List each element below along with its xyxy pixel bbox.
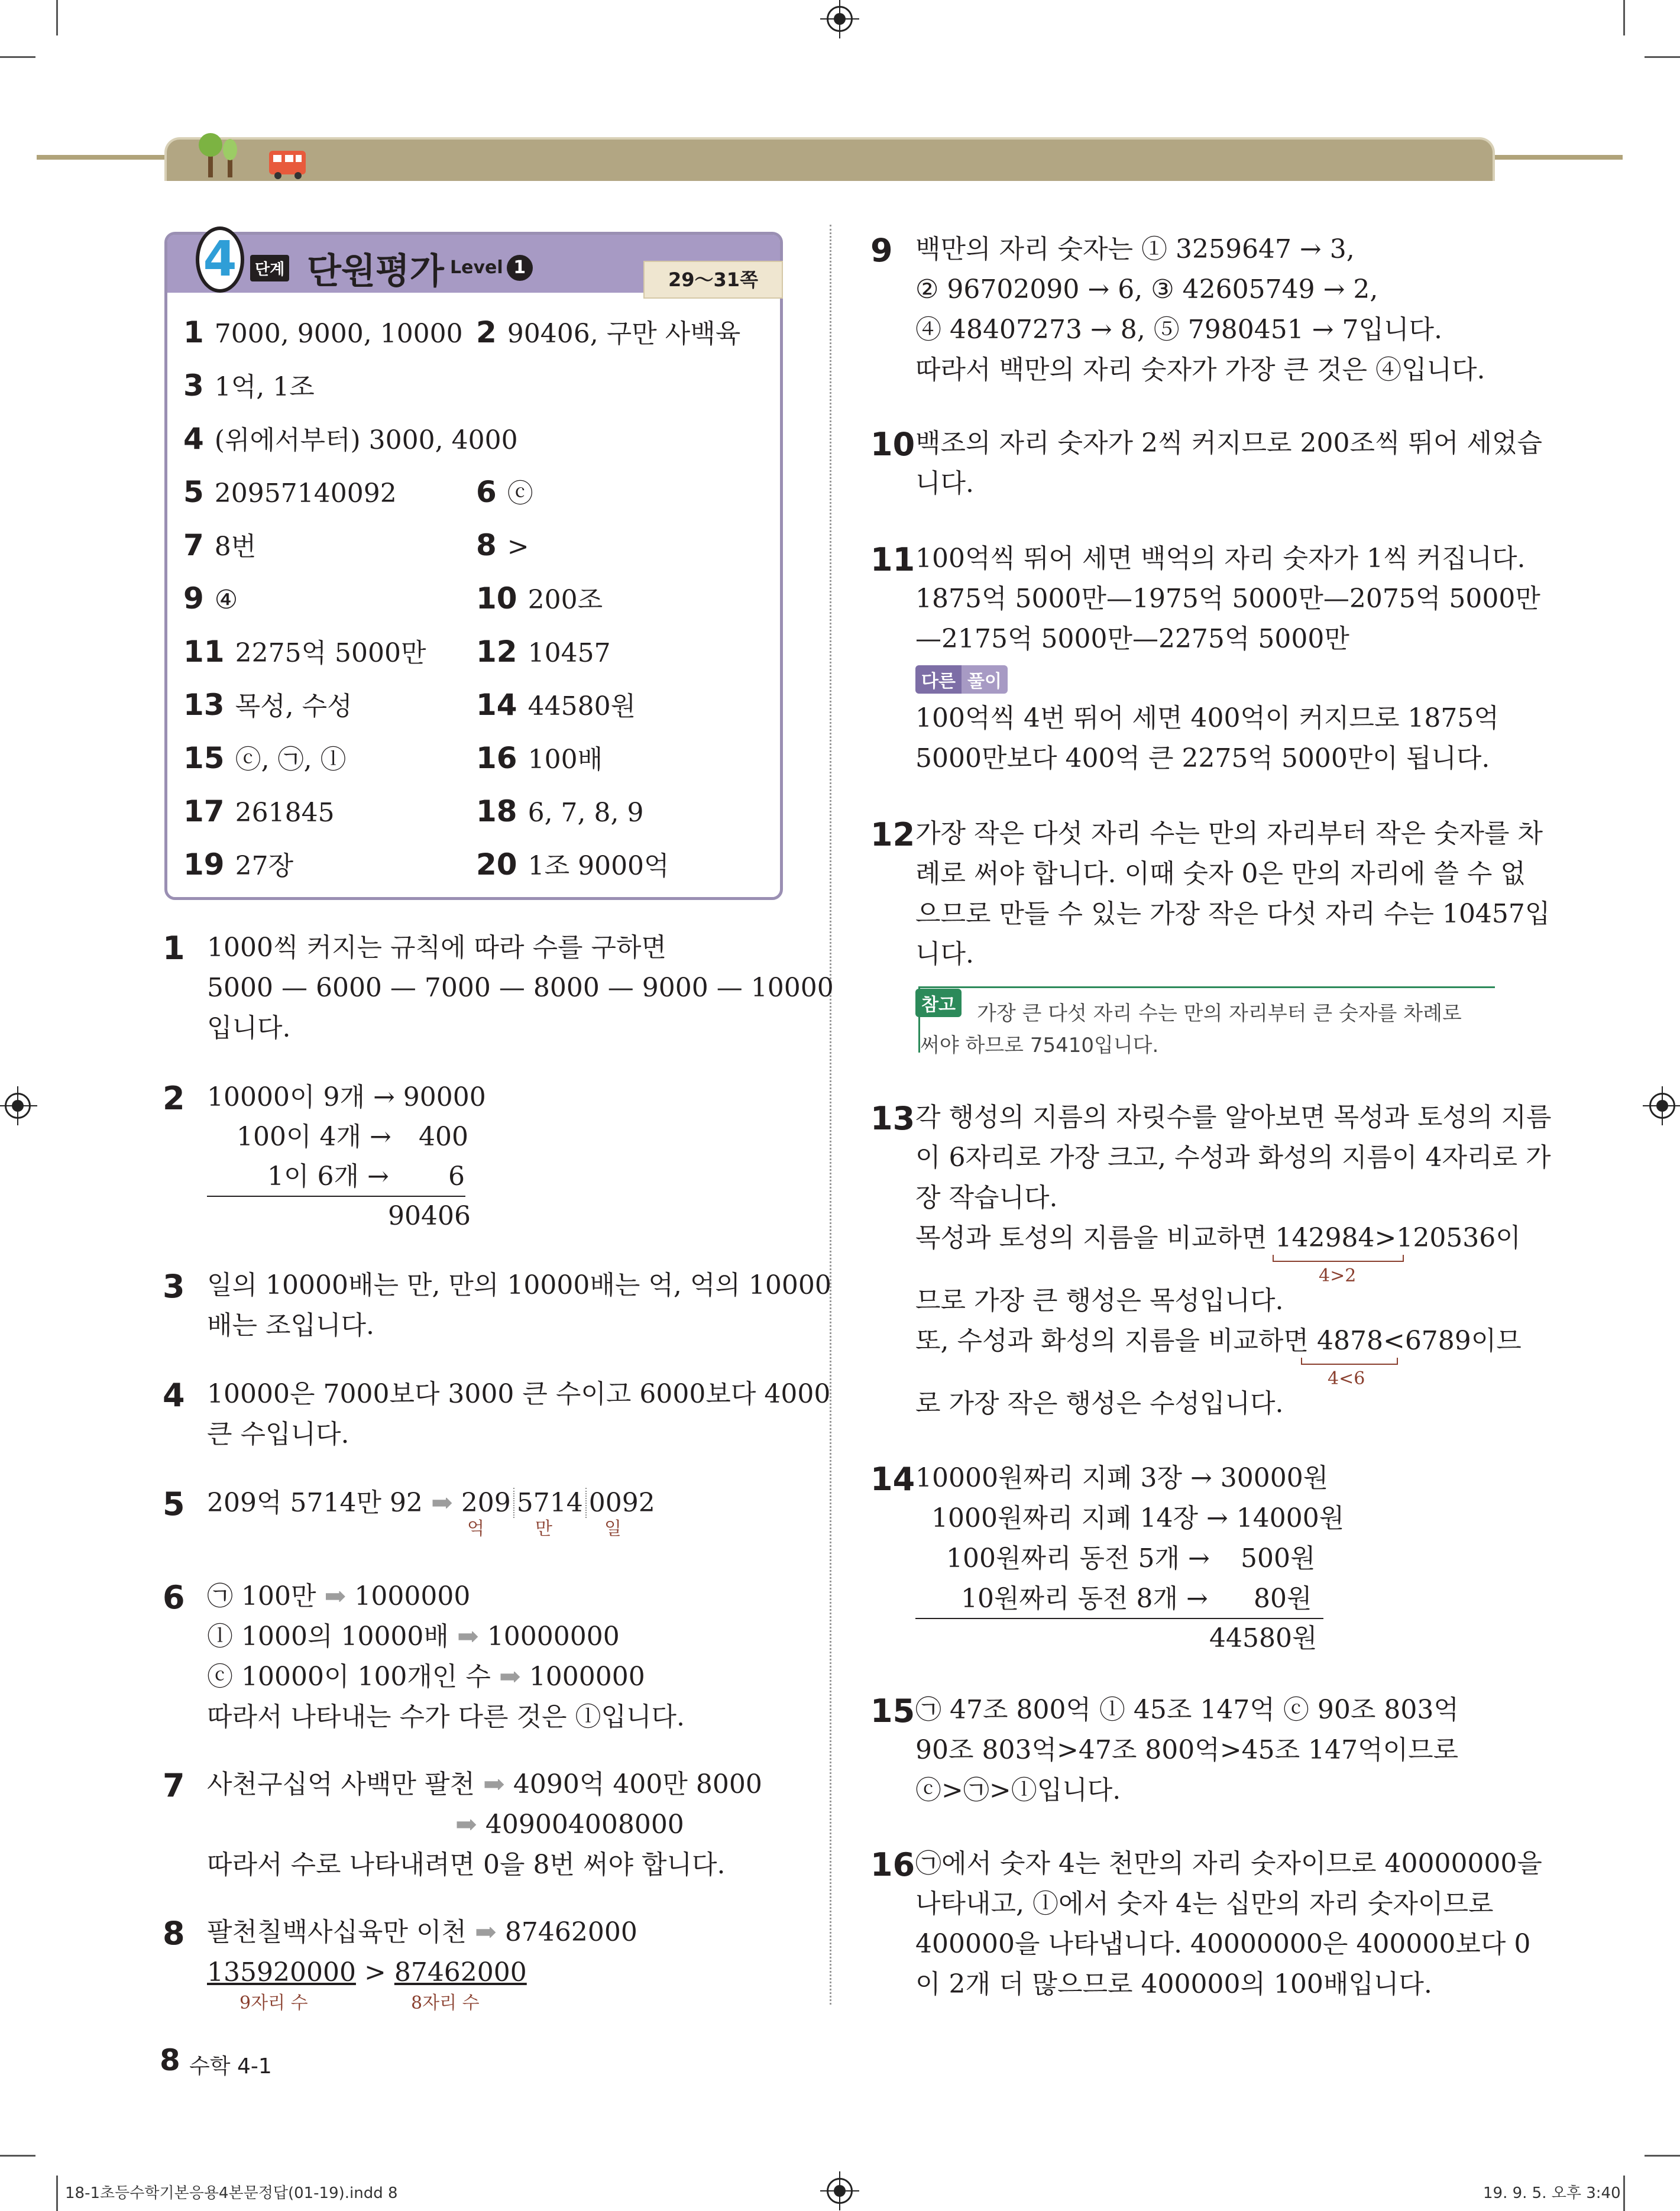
answer-item: 1 7000, 9000, 10000 [183,315,463,349]
crop-mark [1623,2176,1625,2211]
explanation-line: 팔천칠백사십육만 이천 ➡ 87462000 [207,1917,637,1947]
question-number: 16 [870,1846,915,1883]
explanation-line: 1이 6개 → [267,1161,389,1192]
stage-badge: 단계 [250,255,289,281]
explanation-line: 따라서 수로 나타내려면 0을 8번 써야 합니다. [207,1850,726,1880]
explanation-line: 500원 [1241,1543,1316,1574]
explanation-line: 10원짜리 동전 8개 → [961,1584,1208,1614]
answer-item: 8 > [476,528,529,562]
answer-item: 16 100배 [476,741,603,775]
question-number: 14 [870,1461,915,1498]
trees-bus-icon [195,127,313,180]
question-number: 5 [163,1485,185,1523]
answer-item: 11 2275억 5000만 [183,635,426,669]
answer-item: 10 200조 [476,581,603,616]
question-number: 1 [163,930,185,967]
explanation-line: 나타내고, ⓛ에서 숫자 4는 십만의 자리 숫자이므로 [915,1889,1494,1919]
explanation-line: 10000이 9개 → 90000 [207,1082,486,1112]
answer-item: 17 261845 [183,794,335,828]
explanation-line: 6 [448,1161,465,1192]
header-tab [164,137,1495,181]
level-label [450,255,533,281]
registration-mark [827,2178,853,2204]
answer-item: 4 (위에서부터) 3000, 4000 [183,422,518,456]
answer-item: 5 20957140092 [183,475,397,509]
explanation-line: 일의 10000배는 만, 만의 10000배는 억, 억의 10000 [207,1270,831,1300]
question-number: 8 [163,1915,185,1952]
explanation-line: 사천구십억 사백만 팔천 ➡ 4090억 400만 8000 [207,1769,762,1799]
comparison-note: 4>2 [1319,1265,1357,1286]
question-number: 4 [163,1377,185,1414]
level-number: 1 [507,255,533,281]
explanation-line: 백조의 자리 숫자가 2씩 커지므로 200조씩 뛰어 세었습 [915,428,1542,458]
explanation-line: 5000 — 6000 — 7000 — 8000 — 9000 — 10000 [207,973,834,1003]
digit-count-label: 8자리 수 [411,1993,480,2013]
answer-item: 9 ④ [183,581,238,616]
explanation-line: 100억씩 뛰어 세면 백억의 자리 숫자가 1씩 커집니다. [915,543,1526,574]
comparison-bracket [1301,1358,1398,1365]
crop-mark [0,2155,35,2157]
explanation-line: 135920000 > 87462000 [207,1957,527,1987]
explanation-line: ⓒ>㉠>ⓛ입니다. [915,1775,1121,1805]
registration-mark [5,1093,31,1119]
question-number: 7 [163,1767,185,1804]
explanation-line: 니다. [915,468,974,498]
question-number: 12 [870,816,915,853]
explanation-line: 큰 수입니다. [207,1419,349,1449]
explanation-line: 각 행성의 지름의 자릿수를 알아보면 목성과 토성의 지름 [915,1102,1552,1132]
explanation-line: 또, 수성과 화성의 지름을 비교하면 4878<6789이므 [915,1326,1522,1356]
explanation-line: 로 가장 작은 행성은 수성입니다. [915,1388,1284,1419]
level-text: Level [450,257,503,278]
crop-mark [56,0,58,35]
explanation-line: 이 2개 더 많으므로 400000의 100배입니다. [915,1969,1432,1999]
explanation-line: 400000을 나타냅니다. 40000000은 400000보다 0 [915,1929,1531,1959]
question-number: 13 [870,1100,915,1137]
explanation-line: 배는 조입니다. [207,1310,374,1341]
question-number: 10 [870,426,915,463]
answer-item: 14 44580원 [476,688,636,722]
answer-item: 7 8번 [183,528,257,562]
explanation-line: ㉠에서 숫자 4는 천만의 자리 숫자이므로 40000000을 [915,1849,1542,1879]
answer-item: 18 6, 7, 8, 9 [476,794,644,828]
explanation-line: 1000원짜리 지폐 14장 → 14000원 [931,1503,1345,1533]
answer-item: 3 1억, 1조 [183,368,315,403]
answer-item: 2 90406, 구만 사백육 [476,315,741,349]
explanation-line: 가장 작은 다섯 자리 수는 만의 자리부터 작은 숫자를 차 [915,818,1543,849]
answer-item: 13 목성, 수성 [183,688,352,722]
explanation-line: 400 [419,1122,468,1152]
explanation-line: 44580원 [1209,1623,1318,1653]
answer-item: 12 10457 [476,635,611,669]
unit-title: 단원평가 [307,251,444,292]
reference-text: 가장 큰 다섯 자리 수는 만의 자리부터 큰 숫자를 차례로 [977,1002,1462,1025]
explanation-line: 80원 [1254,1584,1312,1614]
question-number: 9 [870,232,893,269]
question-number: 2 [163,1080,185,1117]
book-name: 수학 4-1 [189,2054,272,2079]
crop-mark [56,2176,58,2211]
explanation-line: ㉠ 100만 ➡ 1000000 [207,1581,471,1611]
explanation-line: 1875억 5000만—1975억 5000만—2075억 5000만 [915,584,1540,614]
explanation-line: 100이 4개 → [237,1122,391,1152]
registration-mark [827,6,853,32]
sum-line [915,1618,1323,1619]
explanation-line: ② 96702090 → 6, ③ 42605749 → 2, [915,274,1378,305]
footer-date: 19. 9. 5. 오후 3:40 [1483,2184,1621,2202]
explanation-line: 5000만보다 400억 큰 2275억 5000만이 됩니다. [915,743,1490,773]
explanation-line: ㉠ 47조 800억 ⓛ 45조 147억 ⓒ 90조 803억 [915,1695,1459,1725]
explanation-line: 10000은 7000보다 3000 큰 수이고 6000보다 4000 [207,1379,831,1409]
explanation-line: 209억 5714만 92 ➡ 209 5714 0092 [207,1488,655,1518]
explanation-line: 례로 써야 합니다. 이때 숫자 0은 만의 자리에 쓸 수 없 [915,859,1526,889]
question-number: 11 [870,541,915,578]
explanation-line: 10000원짜리 지폐 3장 → 30000원 [915,1463,1329,1493]
explanation-line: 90406 [388,1201,471,1231]
question-number: 15 [870,1692,915,1730]
explanation-line: 90조 803억>47조 800억>45조 147억이므로 [915,1735,1459,1765]
sum-line [207,1196,465,1197]
reference-text: 써야 하므로 75410입니다. [920,1034,1159,1057]
answer-item: 20 1조 9000억 [476,847,669,882]
explanation-line: ➡ 409004008000 [455,1809,684,1840]
explanation-line: 니다. [915,939,974,969]
comparison-note: 4<6 [1328,1368,1365,1389]
page-number: 8 [160,2043,180,2077]
answer-item: 19 27장 [183,847,294,882]
explanation-line: ④ 48407273 → 8, ⑤ 7980451 → 7입니다. [915,315,1443,345]
explanation-line: —2175억 5000만—2275억 5000만 [915,624,1349,654]
explanation-line: 따라서 나타내는 수가 다른 것은 ⓛ입니다. [207,1702,685,1732]
explanation-line: 목성과 토성의 지름을 비교하면 142984>120536이 [915,1223,1521,1253]
comparison-bracket [1273,1255,1404,1262]
question-number: 6 [163,1579,185,1616]
crop-mark [1645,56,1680,58]
explanation-line: 입니다. [207,1013,291,1043]
explanation-line: 므로 가장 큰 행성은 목성입니다. [915,1286,1284,1316]
answer-item: 6 ⓒ [476,475,533,509]
question-number: 3 [163,1268,185,1305]
footer-file: 18-1초등수학기본응용4본문정답(01-19).indd 8 [65,2184,398,2202]
place-label: 억 [467,1519,484,1539]
explanation-line: 이 6자리로 가장 크고, 수성과 화성의 지름이 4자리로 가 [915,1142,1551,1173]
crop-mark [0,56,35,58]
explanation-line: 100원짜리 동전 5개 → [946,1543,1210,1574]
explanation-line: 으므로 만들 수 있는 가장 작은 다섯 자리 수는 10457입 [915,899,1550,929]
crop-mark [1623,0,1625,35]
stage-number: 4 [196,226,244,293]
explanation-line: ⓛ 1000의 10000배 ➡ 10000000 [207,1621,620,1652]
answer-item: 15 ⓒ, ㉠, ⓛ [183,741,347,775]
explanation-line: 장 작습니다. [915,1183,1058,1213]
place-label: 만 [535,1519,552,1539]
explanation-line: ⓒ 10000이 100개인 수 ➡ 1000000 [207,1662,645,1692]
digit-count-label: 9자리 수 [239,1993,308,2013]
explanation-line: 따라서 백만의 자리 숫자가 가장 큰 것은 ④입니다. [915,355,1485,385]
reference-tag: 참고 [915,989,962,1017]
column-divider [830,225,831,2005]
page-range: 29～31쪽 [643,261,783,299]
answer-box-header [167,231,780,293]
explanation-line: 백만의 자리 숫자는 ① 3259647 → 3, [915,234,1355,264]
alt-solution-tag: 다른 풀이 [915,665,1008,694]
explanation-line: 100억씩 4번 뛰어 세면 400억이 커지므로 1875억 [915,703,1499,733]
explanation-line: 1000씩 커지는 규칙에 따라 수를 구하면 [207,933,666,963]
place-label: 일 [604,1519,621,1539]
registration-mark [1649,1093,1675,1119]
crop-mark [1645,2155,1680,2157]
